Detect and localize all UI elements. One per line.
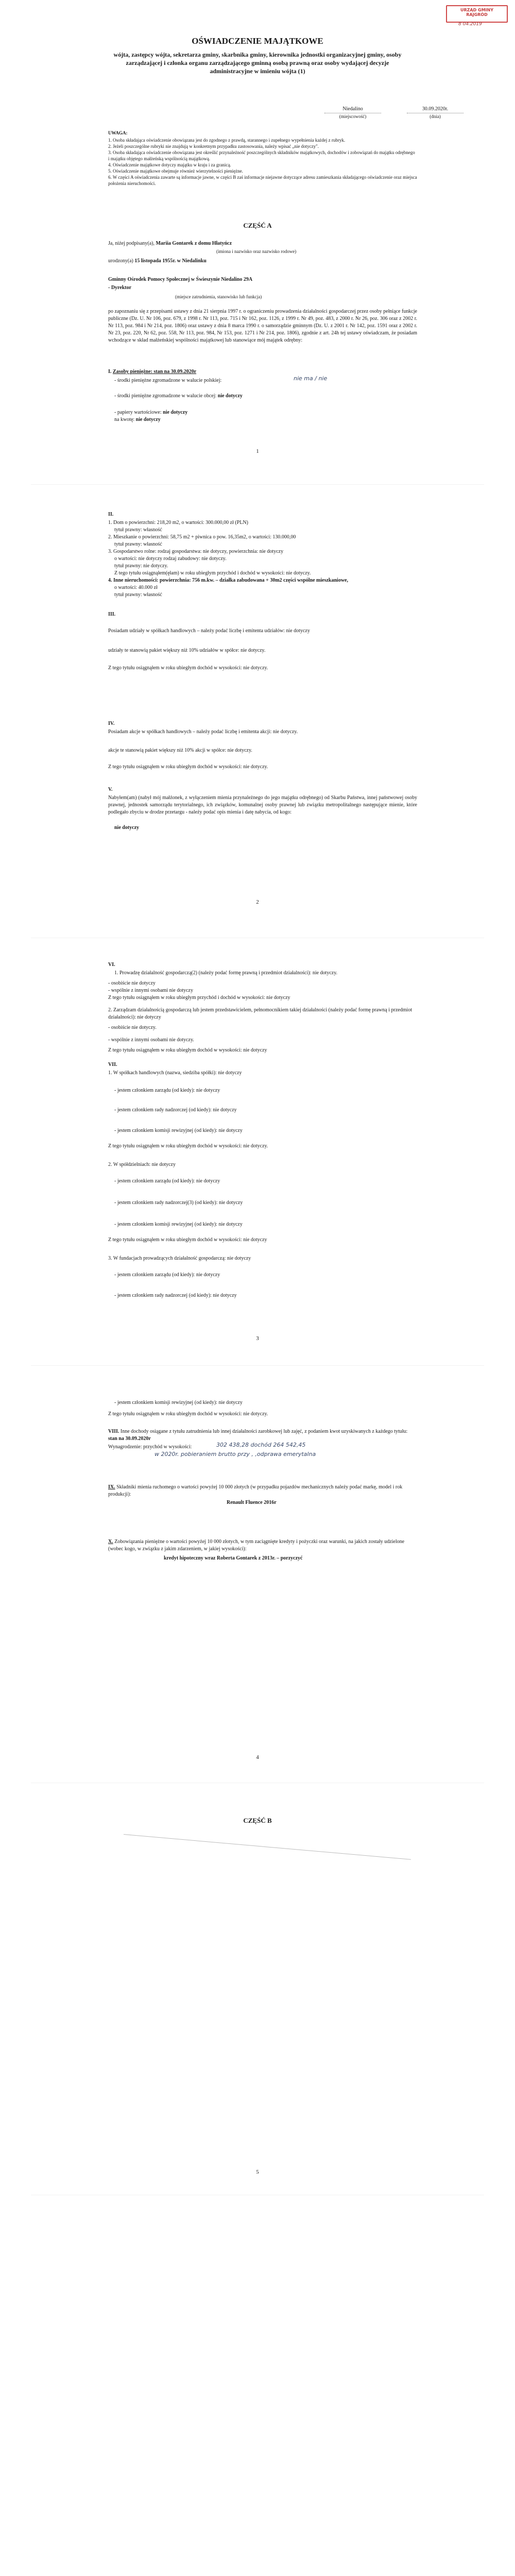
position: - Dyrektor	[108, 285, 132, 291]
sec7-item: Z tego tytułu osiągnąłem w roku ubiegłym dochód w wysokości: nie dotyczy.	[108, 1143, 268, 1149]
sec6-item: 2. Zarządzam działalnością gospodarczą lub jestem przedstawicielem, pełnomocnikiem takiej działalności (należy podać formę prawną i przedmiot działalności): nie dotyczy	[108, 1007, 413, 1020]
official-stamp	[446, 5, 508, 23]
sec1-line-4-value: nie dotyczy	[135, 417, 161, 422]
sec3-p2: udziały te stanowią pakiet większy niż 10% udziałów w spółce: nie dotyczy.	[108, 648, 266, 653]
sec4-p1: Posiadam akcje w spółkach handlowych – należy podać liczbę i emitenta akcji: nie dotyczy.	[108, 729, 298, 735]
place-label: (miejscowość)	[339, 114, 367, 119]
sec2-item: 4. Inne nieruchomości: powierzchnia: 756 m.kw. – działka zabudowana + 30m2 części wspólne mieszkaniowe,	[108, 578, 348, 583]
sec5-value: nie dotyczy	[114, 825, 140, 831]
place-value: Niedalino	[324, 106, 381, 113]
sec1-line-2	[114, 393, 243, 400]
sec3-p1: Posiadam udziały w spółkach handlowych – należy podać liczbę i emitenta udziałów: nie dotyczy	[108, 628, 310, 634]
sec2-item: tytuł prawny: własność	[114, 541, 162, 547]
sec7-item: - jestem członkiem zarządu (od kiedy): nie dotyczy	[114, 1088, 220, 1093]
sec7-item: - jestem członkiem zarządu (od kiedy): nie dotyczy	[114, 1272, 220, 1278]
czesc-a-title: CZĘŚĆ A	[243, 222, 272, 229]
sec7-item: 2. W spółdzielniach: nie dotyczy	[108, 1162, 176, 1167]
sec7-item: 1. W spółkach handlowych (nazwa, siedziba spółki): nie dotyczy	[108, 1070, 242, 1076]
sec1-line-3	[114, 409, 187, 416]
sec2-item: Z tego tytułu osiągnąłem(ęłam) w roku ubiegłym przychód i dochód w wysokości: nie dotyczy.	[114, 570, 311, 576]
sec2-item: o wartości: nie dotyczy rodzaj zabudowy: nie dotyczy.	[114, 556, 227, 562]
sec5-p1: Nabyłem(am) (nabył mój małżonek, z wyłączeniem mienia przynależnego do jego majątku odrębnego) od Skarbu Państwa, innej państwowej osoby prawnej, jednostek samorządu terytorialnego, ich związków, komunalnej osoby prawnej lub związku metropolitalnego następujące mienie, które podlegało zbyciu w drodze przetargu - należy podać opis mienia i datę nabycia, od kogo:	[108, 795, 417, 815]
sec10-description: Zobowiązania pieniężne o wartości powyżej 10 000 złotych, w tym zaciągnięte kredyty i pożyczki oraz warunki, na jakich zostały udzielone (wobec kogo, w związku z jakim zdarzeniem, w jakiej wysokości):	[108, 1539, 405, 1552]
page-number: 5	[256, 2169, 259, 2175]
sec1-line-1: - środki pieniężne zgromadzone w walucie polskiej:	[114, 378, 222, 383]
sec7b-line-2: Z tego tytułu osiągnąłem w roku ubiegłym dochód w wysokości: nie dotyczy.	[108, 1411, 268, 1417]
sec10-text	[108, 1538, 417, 1553]
sec10-value: kredyt hipoteczny wraz Roberta Gontarek z 2013r. – porzyczyć	[164, 1555, 303, 1561]
sec2-item: tytuł prawny: własność	[114, 527, 162, 533]
page-number: 4	[256, 1754, 259, 1760]
sec3-p3: Z tego tytułu osiągnąłem w roku ubiegłym dochód w wysokości: nie dotyczy.	[108, 665, 268, 671]
sec2-list	[108, 519, 417, 599]
sec8-num: VIII.	[108, 1429, 119, 1434]
stamp-handwritten-date: 8 04.2019	[458, 22, 482, 27]
page-divider	[31, 1365, 484, 1366]
page-number: 3	[256, 1335, 259, 1342]
sec8-line-2: Wynagrodzenie: przychód w wysokości:	[108, 1444, 192, 1450]
sec6-item: - wspólnie z innymi osobami nie dotyczy	[108, 988, 193, 993]
document-title: OŚWIADCZENIE MAJĄTKOWE	[192, 36, 323, 46]
date-label: (dnia)	[430, 114, 441, 119]
sec8-stan: stan na 30.09.2020r	[108, 1436, 151, 1442]
sec7-item: Z tego tytułu osiągnąłem w roku ubiegłym dochód w wysokości: nie dotyczy	[108, 1237, 267, 1243]
sec2-item: 2. Mieszkanie o powierzchni: 58,75 m2 + piwnica o pow. 16,35m2, o wartości: 130.000,00	[108, 534, 296, 540]
sec7-item: - jestem członkiem zarządu (od kiedy): nie dotyczy	[114, 1178, 220, 1184]
sec3-num: III.	[108, 612, 116, 617]
sec1-title: Zasoby pieniężne: stan na 30.09.2020r	[112, 369, 197, 375]
sec5-num: V.	[108, 787, 113, 792]
sec8-text	[108, 1428, 417, 1443]
sec2-item: 1. Dom o powierzchni: 218,20 m2, o wartości: 300.000,00 zł (PLN)	[108, 520, 248, 526]
sec6-item: Z tego tytułu osiągnąłem w roku ubiegłym dochód w wysokości: nie dotyczy	[108, 1047, 267, 1053]
sec8-handwritten-1: 302 438,28 dochód 264 542,45	[216, 1442, 306, 1448]
uwaga-list	[108, 137, 417, 187]
intro-line	[108, 240, 417, 247]
stamp-line-1: URZĄD GMINY	[460, 8, 494, 12]
sec7-item: - jestem członkiem rady nadzorczej (od kiedy): nie dotyczy	[114, 1107, 237, 1113]
sec7-item: - jestem członkiem komisji rewizyjnej (od kiedy): nie dotyczy	[114, 1128, 243, 1133]
sec2-item: tytuł prawny: nie dotyczy.	[114, 563, 168, 569]
sec7-num: VII.	[108, 1062, 117, 1067]
sec6-list	[108, 970, 417, 1054]
sec1-line-4	[114, 416, 161, 423]
cross-out-line	[124, 1834, 411, 1860]
born-place: w Niedalinku	[177, 258, 207, 264]
place-field	[324, 106, 381, 120]
sec7-item: - jestem członkiem rady nadzorczej(3) (od kiedy): nie dotyczy	[114, 1200, 243, 1206]
sec9-description: Składniki mienia ruchomego o wartości powyżej 10 000 złotych (w przypadku pojazdów mechanicznych należy podać markę, model i rok produkcji):	[108, 1484, 403, 1497]
uwaga-title: UWAGA:	[108, 130, 128, 135]
sec10-num: X.	[108, 1539, 113, 1545]
page-number: 2	[256, 899, 259, 905]
sec9-text	[108, 1484, 417, 1498]
document-subtitle: wójta, zastępcy wójta, sekretarza gminy, skarbnika gminy, kierownika jednostki organizacyjnej gminy, osoby zarządzającej i członka organu zarządzającego gminną osobą prawną oraz osoby wydającej decyzje administracyjne w imieniu wójta (1)	[113, 51, 402, 75]
born-line	[108, 258, 417, 265]
sec1-num: I.	[108, 369, 112, 375]
sec8-handwritten-2: w 2020r. pobieraniem brutto przy , ,odprawa emerytalna	[154, 1451, 316, 1458]
uwaga-item: 4. Oświadczenie majątkowe dotyczy majątku w kraju i za granicą.	[108, 162, 231, 167]
uwaga-item: 6. W części A oświadczenia zawarte są informacje jawne, w części B zaś informacje niejawne dotyczące adresu zamieszkania składającego oświadczenie oraz miejsca położenia nieruchomości.	[108, 175, 417, 186]
sec4-p2: akcje te stanowią pakiet większy niż 10% akcji w spółce: nie dotyczy.	[108, 748, 252, 753]
sec1-line-4-label: na kwotę:	[114, 417, 135, 422]
sec6-item: - osobiście nie dotyczy	[108, 980, 156, 986]
sec1-heading	[108, 368, 196, 376]
sec7-item: 3. W fundacjach prowadzących działalność gospodarczą: nie dotyczy	[108, 1256, 251, 1261]
sec7-item: - jestem członkiem rady nadzorczej (od kiedy): nie dotyczy	[114, 1293, 237, 1298]
sec9-value: Renault Fluence 2016r	[227, 1500, 277, 1505]
employer: Gminny Ośrodek Pomocy Społecznej w Świeszynie Niedalino 29A	[108, 277, 253, 282]
sec1-line-2-label: - środki pieniężne zgromadzone w walucie obcej:	[114, 393, 217, 399]
uwaga-item: 5. Oświadczenie majątkowe obejmuje również wierzytelności pieniężne.	[108, 168, 243, 174]
sec1-handwritten: nie ma / nie	[294, 375, 328, 382]
uwaga-item: 1. Osoba składająca oświadczenie obowiązana jest do zgodnego z prawdą, starannego i zupełnego wypełnienia każdej z rubryk.	[108, 138, 346, 143]
page-divider	[31, 484, 484, 485]
sec2-item: tytuł prawny: własność	[114, 592, 162, 598]
born-date: 15 listopada 1955r.	[134, 258, 176, 264]
position-label: (miejsce zatrudnienia, stanowisko lub funkcja)	[175, 294, 262, 299]
sec4-p3: Z tego tytułu osiągnąłem w roku ubiegłym dochód w wysokości: nie dotyczy.	[108, 764, 268, 770]
sec2-item: o wartości: 40.000 zł	[114, 585, 158, 590]
legal-paragraph: po zapoznaniu się z przepisami ustawy z dnia 21 sierpnia 1997 r. o ograniczeniu prowadzenia działalności gospodarczej przez osoby pełniące funkcje publiczne (Dz. U. Nr 106, poz. 679, z 1998 r. Nr 113, poz. 715 i Nr 162, poz. 1126, z 1999 r. Nr 49, poz. 483, z 2000 r. Nr 26, poz. 306 oraz z 2002 r. Nr 113, poz. 984 i Nr 214, poz. 1806) oraz ustawy z dnia 8 marca 1990 r. o samorządzie gminnym (Dz. U. z 2001 r. Nr 142, poz. 1591 oraz z 2002 r. Nr 23, poz. 220, Nr 62, poz. 558, Nr 113, poz. 984, Nr 153, poz. 1271 i Nr 214, poz. 1806), zgodnie z art. 24h tej ustawy oświadczam, że posiadam wchodzące w skład małżeńskiej wspólności majątkowej lub stanowiące mój majątek odrębny:	[108, 309, 417, 343]
date-field	[407, 106, 464, 120]
stamp-line-2: RAJGRÓD	[466, 12, 488, 17]
page-number: 1	[256, 448, 259, 454]
sec8-description: Inne dochody osiągane z tytułu zatrudnienia lub innej działalności zarobkowej lub zajęć, z podaniem kwot uzyskiwanych z każdego tytułu:	[120, 1429, 408, 1434]
uwaga-item: 3. Osoba składająca oświadczenie obowiązana jest określić przynależność poszczególnych składników majątkowych, dochodów i zobowiązań do majątku odrębnego i majątku objętego małżeńską wspólnością majątkową.	[108, 150, 415, 161]
sec6-item: - wspólnie z innymi osobami nie dotyczy.	[108, 1037, 194, 1043]
intro-name: Mariia Gontarek z domu Hłatyńcz	[156, 241, 232, 246]
sec1-line-3-label: - papiery wartościowe:	[114, 410, 162, 415]
sec9-num: IX.	[108, 1484, 115, 1490]
sec1-line-3-value: nie dotyczy	[163, 410, 188, 415]
sec6-item: 1. Prowadzę działalność gospodarczą(2) (należy podać formę prawną i przedmiot działalności): nie dotyczy.	[114, 970, 338, 976]
czesc-b-title: CZĘŚĆ B	[243, 1817, 272, 1824]
sec4-num: IV.	[108, 721, 115, 726]
date-value: 30.09.2020r.	[407, 106, 464, 113]
sec6-num: VI.	[108, 962, 115, 968]
born-prefix: urodzony(a)	[108, 258, 133, 264]
sec1-line-2-value: nie dotyczy	[217, 393, 243, 399]
sec2-item: 3. Gospodarstwo rolne: rodzaj gospodarstwa: nie dotyczy, powierzchnia: nie dotyczy	[108, 549, 284, 554]
name-label: (imiona i nazwisko oraz nazwisko rodowe)	[216, 249, 297, 254]
uwaga-item: 2. Jeżeli poszczególne rubryki nie znajdują w konkretnym przypadku zastosowania, należy wpisać „nie dotyczy".	[108, 144, 319, 149]
sec7-item: - jestem członkiem komisji rewizyjnej (od kiedy): nie dotyczy	[114, 1222, 243, 1227]
sec6-item: Z tego tytułu osiągnąłem w roku ubiegłym przychód i dochód w wysokości: nie dotyczy	[108, 995, 290, 1001]
sec7b-line-1: - jestem członkiem komisji rewizyjnej (od kiedy): nie dotyczy	[114, 1400, 243, 1405]
sec6-item: - osobiście nie dotyczy.	[108, 1025, 157, 1030]
sec2-num: II.	[108, 512, 114, 517]
intro-prefix: Ja, niżej podpisany(a),	[108, 241, 154, 246]
